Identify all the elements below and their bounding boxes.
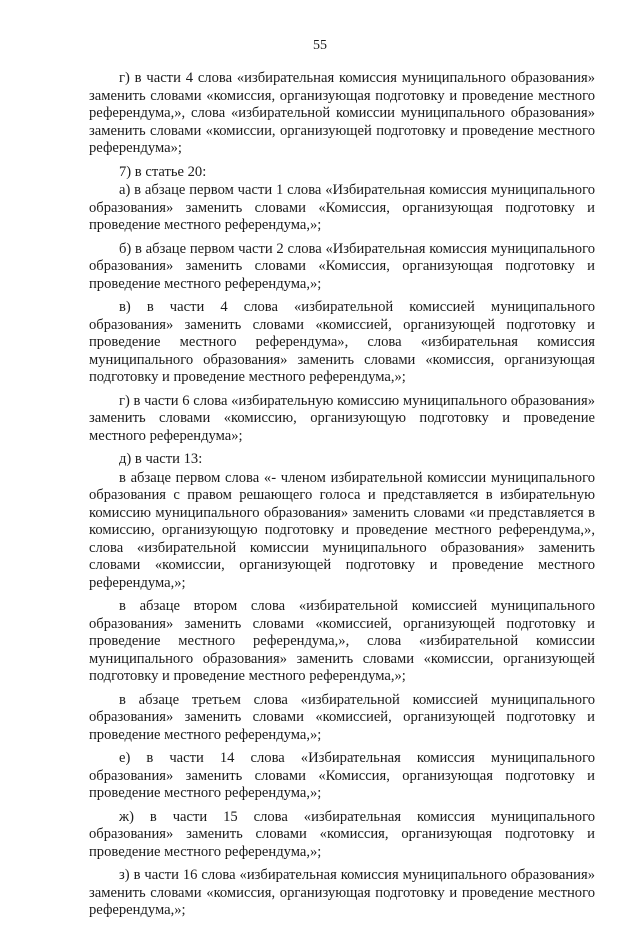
page-number: 55 [313, 38, 327, 53]
paragraph-20v: в) в части 4 слова «избирательной комиссией муниципального образования» заменить словами «комиссией, организующей подготовку и проведение местного референдума», слова «избирательная комиссия муниципального образования» заменить словами «комиссия, организующая подготовку и проведение местного референдума,»; [89, 299, 595, 385]
paragraph-20g: г) в части 6 слова «избирательную комиссию муниципального образования» заменить словами «комиссию, организующую подготовку и проведение местного референдума»; [89, 392, 595, 444]
paragraph-20zh: ж) в части 15 слова «избирательная комиссия муниципального образования» заменить словами «комиссия, организующая подготовку и проведение местного референдума,»; [89, 808, 595, 860]
paragraph-20a: а) в абзаце первом части 1 слова «Избирательная комиссия муниципального образования» заменить словами «Комиссия, организующая подготовку и проведение местного референдума,»; [89, 182, 595, 233]
paragraph-20e: е) в части 14 слова «Избирательная комиссия муниципального образования» заменить словами «Комиссия, организующая подготовку и проведение местного референдума,»; [89, 750, 595, 801]
paragraph-20d-third: в абзаце третьем слова «избирательной комиссией муниципального образования» заменить словами «комиссией, организующей подготовку и проведение местного референдума,»; [89, 691, 595, 743]
paragraph-20d-first: в абзаце первом слова «- членом избирательной комиссии муниципального образования с правом решающего голоса и представляется в избирательную комиссию муниципального образования» заменить словами «и представляется в комиссию, организующую подготовку и проведение местного референдума,», слова «избирательной комиссии муниципального образования» заменить словами «комиссии, организующей подготовку и проведение местного референдума,»; [89, 469, 595, 591]
document-body [89, 70, 595, 926]
paragraph-20b: б) в абзаце первом части 2 слова «Избирательная комиссия муниципального образования» заменить словами «Комиссия, организующая подготовку и проведение местного референдума,»; [89, 240, 595, 292]
paragraph-20d-second: в абзаце втором слова «избирательной комиссией муниципального образования» заменить словами «комиссией, организующей подготовку и проведение местного референдума,», слова «избирательной комиссии муниципального образования» заменить словами «комиссии, организующей подготовку и проведение местного референдума,»; [89, 598, 595, 684]
paragraph-20z: з) в части 16 слова «избирательная комиссия муниципального образования» заменить словами «комиссия, организующая подготовку и проведение местного референдума,»; [89, 867, 595, 918]
paragraph-20d-heading: д) в части 13: [119, 451, 203, 467]
paragraph-4g: г) в части 4 слова «избирательная комиссия муниципального образования» заменить словами «комиссия, организующая подготовку и проведение местного референдума,», слова «избирательной комиссии муниципального образования» заменить словами «комиссии, организующей подготовку и проведение местного референдума»; [89, 70, 595, 156]
paragraph-article-20-heading: 7) в статье 20: [119, 163, 207, 180]
